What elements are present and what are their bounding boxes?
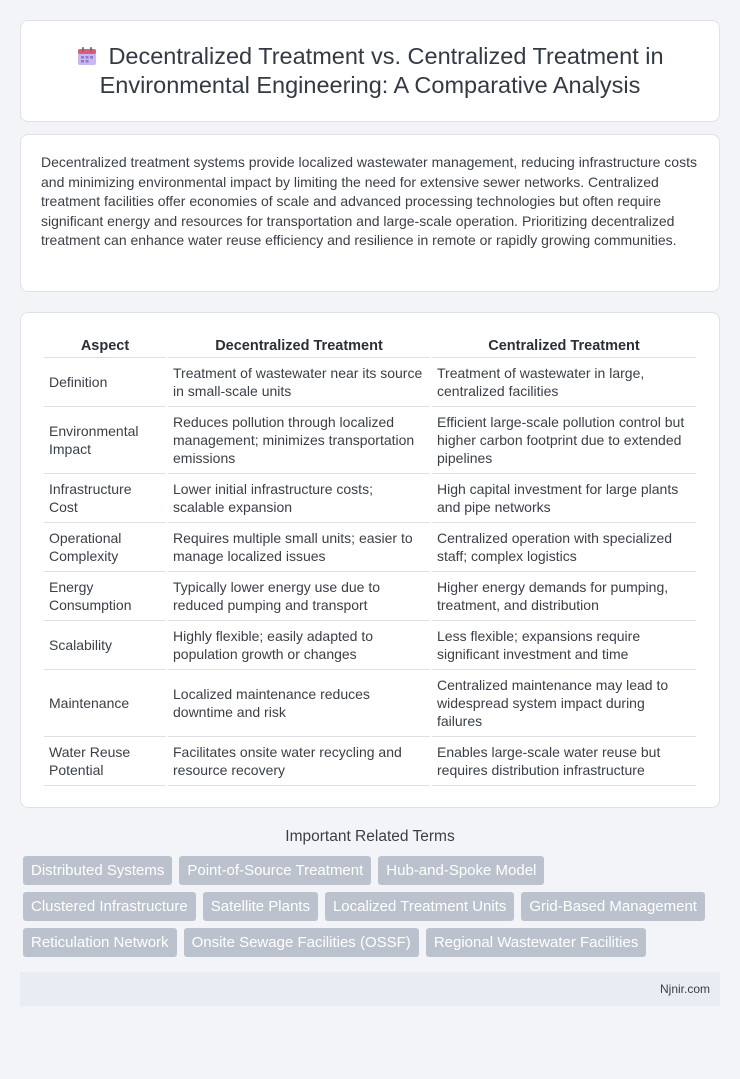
table-row	[44, 407, 696, 474]
table-row	[44, 621, 696, 670]
calendar-icon	[76, 45, 98, 67]
footer-site-link[interactable]: Njnir.com	[659, 982, 710, 996]
related-terms-heading: Important Related Terms	[285, 828, 455, 845]
related-term-tag[interactable]: Clustered Infrastructure	[23, 892, 196, 921]
centralized-cell: Less flexible; expansions require significant investment and time	[432, 621, 696, 670]
table-header-row	[44, 333, 696, 358]
table-row	[44, 670, 696, 737]
related-terms-list	[20, 856, 720, 957]
centralized-cell: Higher energy demands for pumping, treatment, and distribution	[432, 572, 696, 621]
page-title	[51, 42, 689, 100]
table-row	[44, 358, 696, 407]
aspect-cell: Water Reuse Potential	[44, 737, 166, 786]
decentralized-cell: Highly flexible; easily adapted to population growth or changes	[168, 621, 430, 670]
related-term-tag[interactable]: Hub-and-Spoke Model	[378, 856, 544, 885]
aspect-cell: Scalability	[44, 621, 166, 670]
header-aspect: Aspect	[44, 333, 166, 358]
intro-paragraph: Decentralized treatment systems provide localized wastewater management, reducing infrastructure costs and minimizing environmental impact by limiting the need for extensive sewer networks. Centralized treatment facilities offer economies of scale and advanced processing technologies but often require significant energy and resources for transportation and large-scale operation. Prioritizing decentralized treatment can enhance water reuse efficiency and resilience in remote or rapidly growing communities.	[41, 154, 697, 249]
decentralized-cell: Lower initial infrastructure costs; scalable expansion	[168, 474, 430, 523]
comparison-table	[42, 333, 698, 786]
title-card	[20, 20, 720, 122]
table-row	[44, 572, 696, 621]
related-term-tag[interactable]: Point-of-Source Treatment	[179, 856, 371, 885]
centralized-cell: Centralized maintenance may lead to widespread system impact during failures	[432, 670, 696, 737]
page-title-text: Decentralized Treatment vs. Centralized Treatment in Environmental Engineering: A Comparative Analysis	[99, 43, 664, 98]
centralized-cell: Enables large-scale water reuse but requires distribution infrastructure	[432, 737, 696, 786]
centralized-cell: Centralized operation with specialized staff; complex logistics	[432, 523, 696, 572]
header-centralized: Centralized Treatment	[432, 333, 696, 358]
aspect-cell: Definition	[44, 358, 166, 407]
intro-card	[20, 134, 720, 292]
related-term-tag[interactable]: Distributed Systems	[23, 856, 172, 885]
related-term-tag[interactable]: Grid-Based Management	[521, 892, 705, 921]
related-term-tag[interactable]: Localized Treatment Units	[325, 892, 514, 921]
centralized-cell: Treatment of wastewater in large, centralized facilities	[432, 358, 696, 407]
table-row	[44, 523, 696, 572]
aspect-cell: Environmental Impact	[44, 407, 166, 474]
table-row	[44, 474, 696, 523]
related-term-tag[interactable]: Satellite Plants	[203, 892, 318, 921]
related-term-tag[interactable]: Reticulation Network	[23, 928, 177, 957]
centralized-cell: High capital investment for large plants and pipe networks	[432, 474, 696, 523]
aspect-cell: Operational Complexity	[44, 523, 166, 572]
related-term-tag[interactable]: Onsite Sewage Facilities (OSSF)	[184, 928, 419, 957]
aspect-cell: Maintenance	[44, 670, 166, 737]
centralized-cell: Efficient large-scale pollution control but higher carbon footprint due to extended pipelines	[432, 407, 696, 474]
decentralized-cell: Requires multiple small units; easier to manage localized issues	[168, 523, 430, 572]
decentralized-cell: Localized maintenance reduces downtime and risk	[168, 670, 430, 737]
decentralized-cell: Typically lower energy use due to reduced pumping and transport	[168, 572, 430, 621]
aspect-cell: Infrastructure Cost	[44, 474, 166, 523]
header-decentralized: Decentralized Treatment	[168, 333, 430, 358]
decentralized-cell: Facilitates onsite water recycling and resource recovery	[168, 737, 430, 786]
decentralized-cell: Reduces pollution through localized management; minimizes transportation emissions	[168, 407, 430, 474]
aspect-cell: Energy Consumption	[44, 572, 166, 621]
related-term-tag[interactable]: Regional Wastewater Facilities	[426, 928, 647, 957]
footer	[20, 972, 720, 1006]
decentralized-cell: Treatment of wastewater near its source in small-scale units	[168, 358, 430, 407]
table-row	[44, 737, 696, 786]
comparison-card	[20, 312, 720, 808]
